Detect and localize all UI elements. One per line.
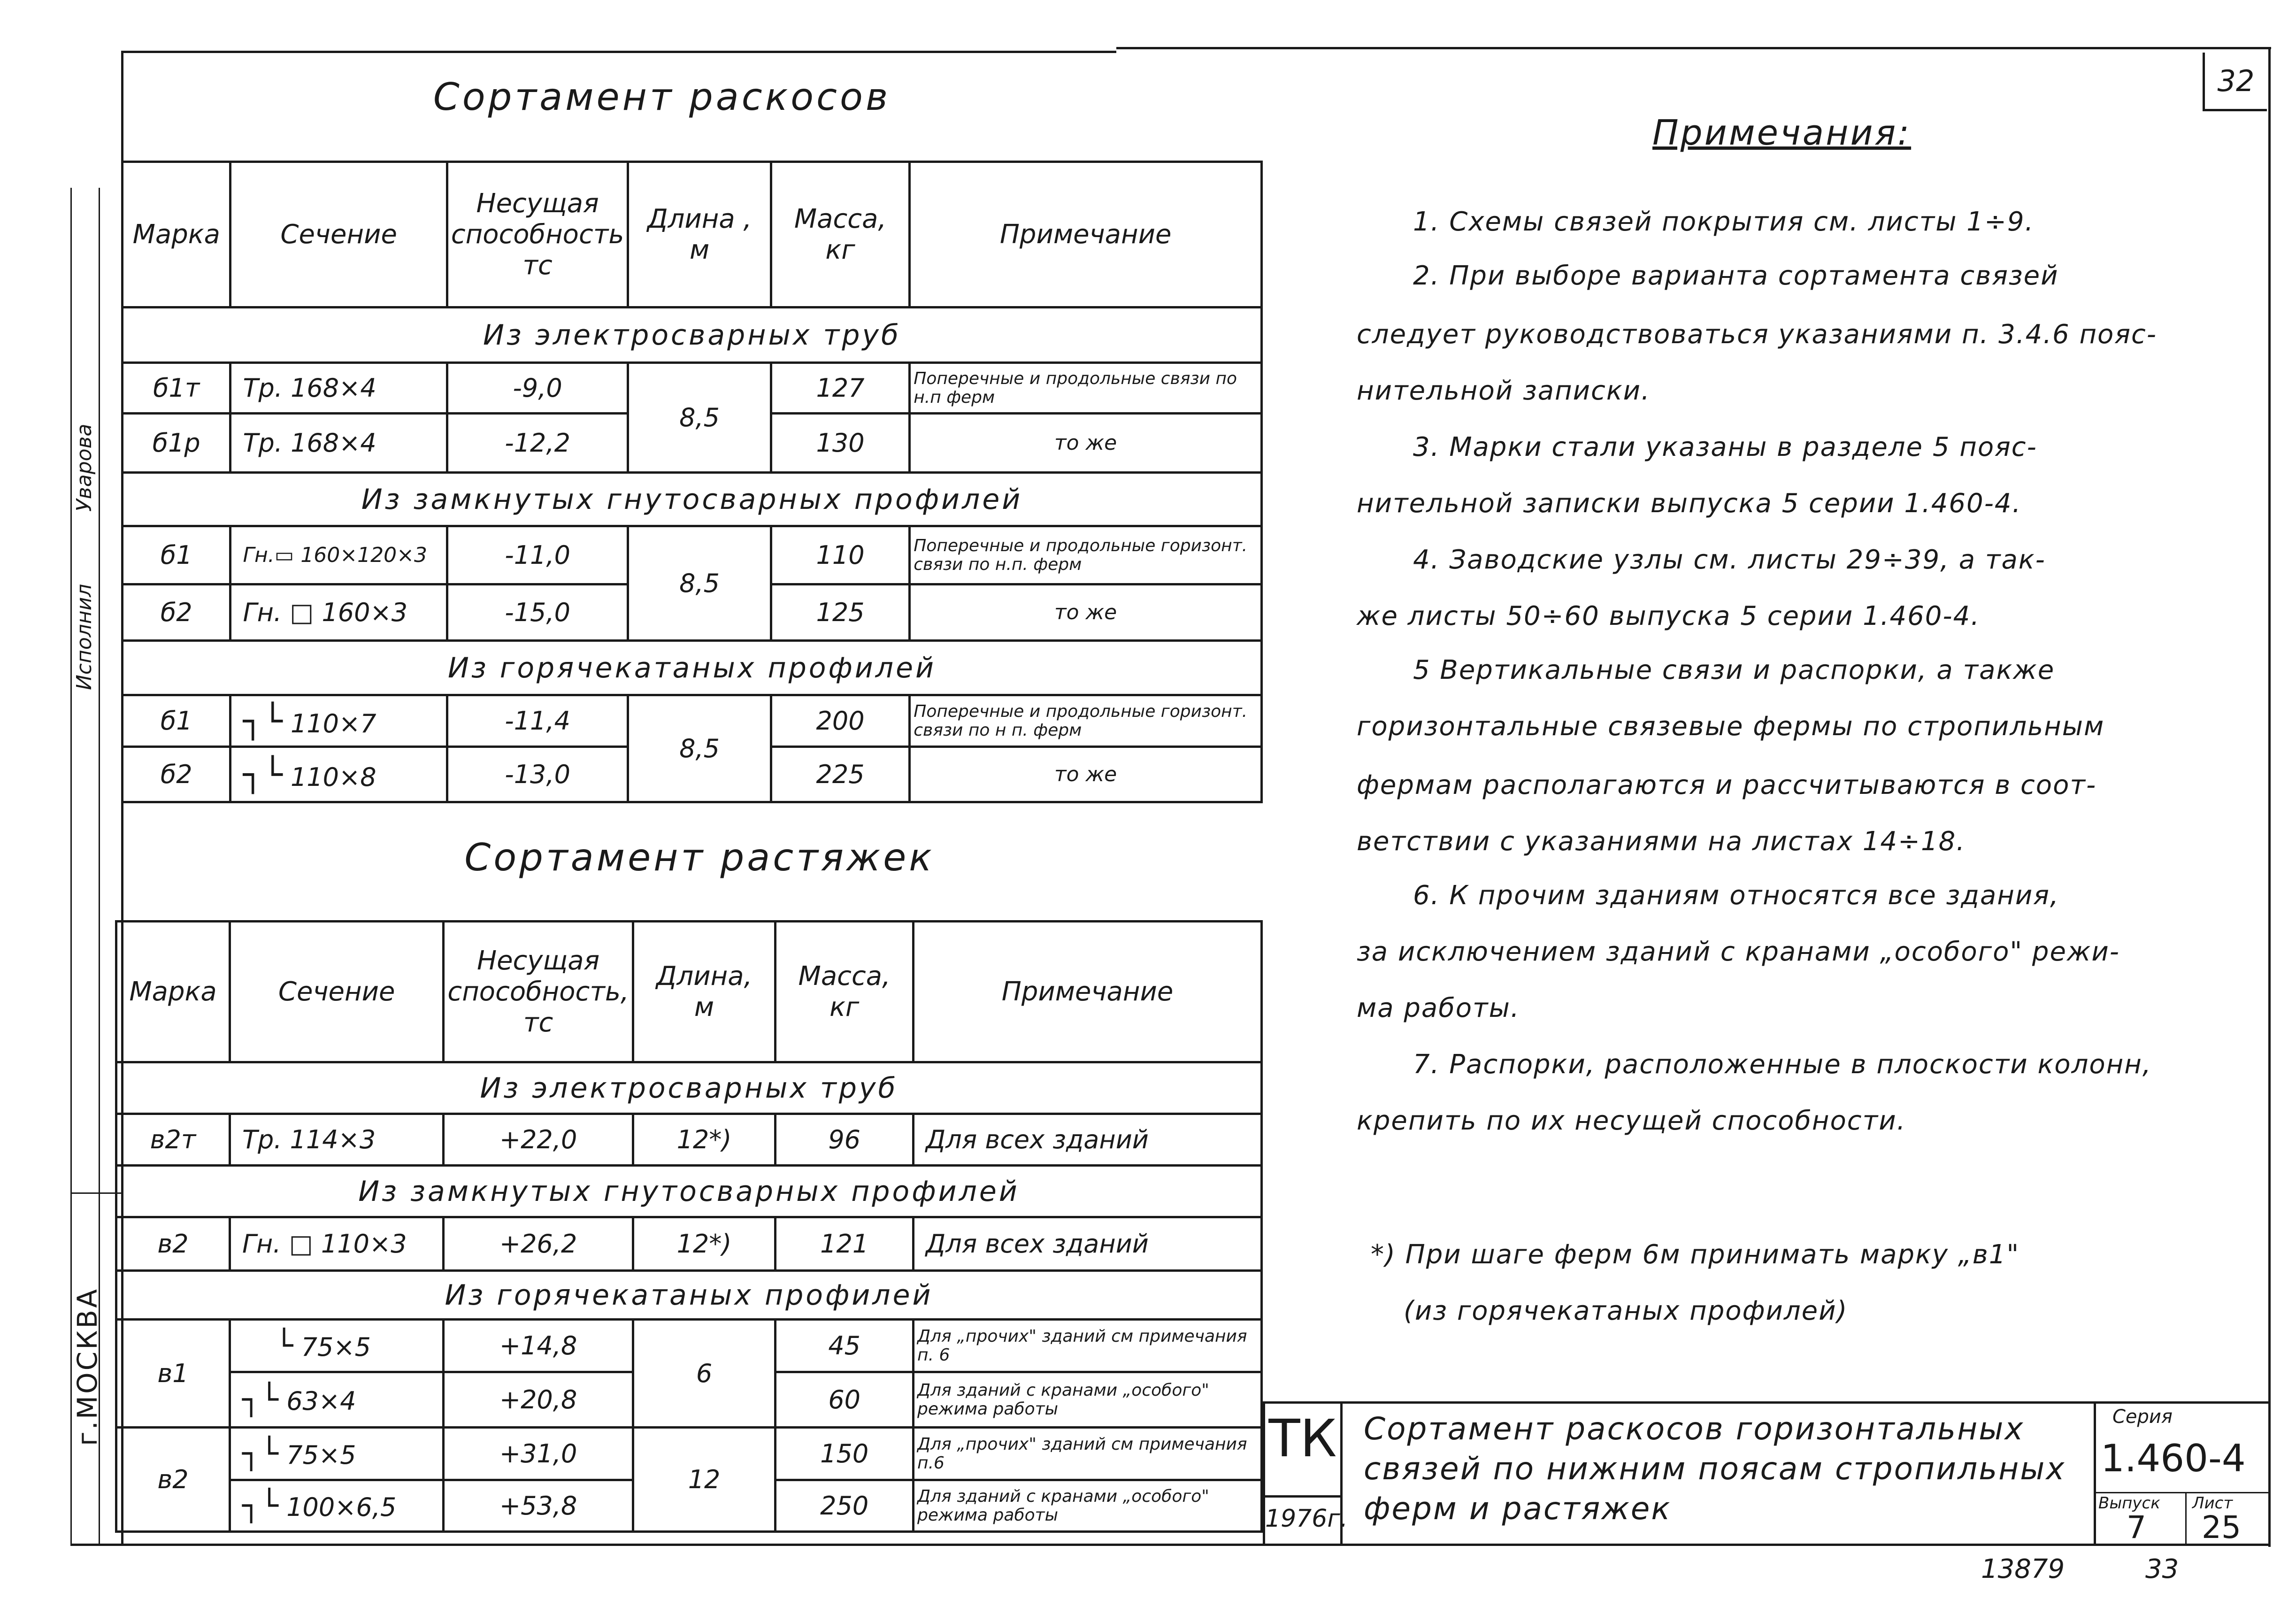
table1-header-section: Сечение [230, 162, 447, 307]
row-mark: б2 [123, 747, 230, 802]
stamp-series-label: Серия [2112, 1406, 2173, 1428]
row-mass: 45 [776, 1320, 914, 1372]
stamp-year: 1976г. [1265, 1505, 1348, 1533]
row-note: Для всех зданий [914, 1217, 1262, 1271]
row-mass: 150 [776, 1428, 914, 1480]
note-line: горизонтальные связевые фермы по стропильным [1357, 711, 2105, 742]
stamp-org-hdivider [1263, 1495, 1340, 1498]
note-line: 2. При выборе варианта сортамента связей [1413, 261, 2059, 291]
row-mass: 60 [776, 1372, 914, 1428]
row-mass: 96 [776, 1114, 914, 1166]
table2-header-section: Сечение [230, 922, 443, 1062]
note-line: же листы 50÷60 выпуска 5 серии 1.460-4. [1357, 601, 1981, 631]
row-length: 8,5 [628, 363, 771, 473]
note-line: крепить по их несущей способности. [1357, 1106, 1906, 1136]
row-capacity: +22,0 [444, 1114, 633, 1166]
bottom-number: 33 [2145, 1554, 2179, 1584]
row-section: └ 75×5 [230, 1320, 443, 1372]
frame-right [2268, 47, 2271, 1547]
table2 [115, 920, 1263, 1533]
table1-title: Сортамент раскосов [433, 75, 891, 119]
row-note: Поперечные и продольные горизонт. связи по н.п. ферм [910, 526, 1262, 584]
row-capacity: +26,2 [444, 1217, 633, 1271]
table1-group-title: Из замкнутых гнутосварных профилей [123, 473, 1262, 526]
row-capacity: -15,0 [447, 584, 628, 641]
angle-profile-icon: └ [275, 1328, 293, 1363]
side-stamp-label-2: Уварова [72, 423, 96, 512]
angle-profile-icon: ┐└ [242, 1382, 279, 1417]
stamp-series-value: 1.460-4 [2101, 1437, 2246, 1480]
table2-group-title: Из горячекатаных профилей [116, 1271, 1262, 1320]
row-capacity: -11,0 [447, 526, 628, 584]
note-line: фермам располагаются и рассчитываются в соот- [1357, 770, 2097, 800]
row-capacity: +14,8 [444, 1320, 633, 1372]
row-length: 6 [633, 1320, 776, 1428]
frame-bottom [70, 1544, 2271, 1546]
note-line: за исключением зданий с кранами „особого" режи- [1357, 937, 2120, 967]
row-note: Для „прочих" зданий см примечания п. 6 [914, 1320, 1262, 1372]
table-row [116, 1217, 1262, 1271]
table2-header-length: Длина, м [633, 922, 776, 1062]
frame-top-left [121, 51, 1116, 53]
row-section: Гн. □ 160×3 [230, 584, 447, 641]
note-line: нительной записки выпуска 5 серии 1.460-4. [1357, 488, 2022, 519]
angle-profile-icon: ┐└ [243, 701, 283, 740]
frame-top-right [1116, 47, 2271, 49]
row-capacity: -13,0 [447, 747, 628, 802]
row-section: ┐└ 75×5 [230, 1428, 443, 1480]
row-mark: б1р [123, 414, 230, 473]
table1 [121, 161, 1263, 803]
stamp-issue-label: Выпуск [2098, 1494, 2160, 1513]
row-note: то же [910, 747, 1262, 802]
table2-group-title: Из электросварных труб [116, 1062, 1262, 1114]
side-stamp-city: г.МОСКВА [71, 1287, 103, 1446]
table-row [123, 526, 1262, 584]
row-capacity: -12,2 [447, 414, 628, 473]
angle-profile-icon: ┐└ [242, 1436, 279, 1471]
table2-header-mark: Марка [116, 922, 230, 1062]
note-line: 3. Марки стали указаны в разделе 5 пояс- [1413, 432, 2037, 462]
row-note: то же [910, 414, 1262, 473]
note-line: 1. Схемы связей покрытия см. листы 1÷9. [1413, 207, 2035, 237]
row-mark: б1т [123, 363, 230, 414]
row-mass: 130 [771, 414, 909, 473]
stamp-series-hdivider [2094, 1492, 2271, 1493]
table1-group-title: Из горячекатаных профилей [123, 641, 1262, 695]
row-mass: 110 [771, 526, 909, 584]
note-line: нительной записки. [1357, 376, 1651, 406]
angle-profile-icon: ┐└ [242, 1488, 279, 1523]
note-line: следует руководствоваться указаниями п. 3.4.6 пояс- [1357, 319, 2157, 350]
row-section: Тр. 168×4 [230, 414, 447, 473]
row-section: ┐└ 100×6,5 [230, 1480, 443, 1532]
table1-group-title: Из электросварных труб [123, 307, 1262, 363]
row-length: 8,5 [628, 695, 771, 802]
row-mark: б2 [123, 584, 230, 641]
stamp-title-line: ферм и растяжек [1364, 1491, 1672, 1527]
row-mass: 225 [771, 747, 909, 802]
note-line: 6. К прочим зданиям относятся все здания, [1413, 880, 2059, 911]
row-length: 8,5 [628, 526, 771, 641]
row-capacity: +20,8 [444, 1372, 633, 1428]
row-mark: б1 [123, 526, 230, 584]
stamp-series-divider [2094, 1401, 2096, 1544]
note-line: ветствии с указаниями на листах 14÷18. [1357, 826, 1966, 857]
row-section: Гн.▭ 160×120×3 [230, 526, 447, 584]
row-mark: в2 [116, 1217, 230, 1271]
row-mass: 121 [776, 1217, 914, 1271]
row-section: ┐└ 110×7 [230, 695, 447, 747]
row-capacity: -9,0 [447, 363, 628, 414]
row-note: Поперечные и продольные связи по н.п ферм [910, 363, 1262, 414]
stamp-org: ТК [1268, 1408, 1337, 1468]
footnote-line: *) При шаге ферм 6м принимать марку „в1" [1371, 1239, 2020, 1270]
row-section: ┐└ 63×4 [230, 1372, 443, 1428]
stamp-sheet-label: Лист [2192, 1494, 2233, 1513]
table2-title: Сортамент растяжек [464, 836, 935, 879]
table1-header-capacity: Несущая способность тс [447, 162, 628, 307]
note-line: 4. Заводские узлы см. листы 29÷39, а так- [1413, 545, 2046, 575]
row-note: Для зданий с кранами „особого" режима работы [914, 1480, 1262, 1532]
row-capacity: +31,0 [444, 1428, 633, 1480]
bottom-number: 13879 [1981, 1554, 2065, 1584]
row-note: то же [910, 584, 1262, 641]
stamp-issue-value: 7 [2127, 1509, 2146, 1545]
notes-title: Примечания: [1652, 113, 1912, 153]
row-mark: в1 [116, 1320, 230, 1428]
table-row [116, 1320, 1262, 1372]
row-mark: в2 [116, 1428, 230, 1532]
note-line: ма работы. [1357, 993, 1520, 1023]
sheet-number-box [2203, 53, 2267, 111]
row-section: Тр. 168×4 [230, 363, 447, 414]
row-note: Для зданий с кранами „особого" режима работы [914, 1372, 1262, 1428]
table2-group-title: Из замкнутых гнутосварных профилей [116, 1166, 1262, 1217]
row-length: 12*) [633, 1114, 776, 1166]
table1-header-note: Примечание [910, 162, 1262, 307]
row-section: Гн. □ 110×3 [230, 1217, 443, 1271]
row-capacity: -11,4 [447, 695, 628, 747]
row-note: Для „прочих" зданий см примечания п.6 [914, 1428, 1262, 1480]
sheet-number: 32 [2217, 63, 2255, 98]
note-line: 5 Вертикальные связи и распорки, а также [1413, 655, 2055, 685]
row-length: 12*) [633, 1217, 776, 1271]
angle-profile-icon: ┐└ [243, 755, 283, 794]
table1-header-length: Длина , м [628, 162, 771, 307]
row-mass: 250 [776, 1480, 914, 1532]
row-section: Тр. 114×3 [230, 1114, 443, 1166]
row-mass: 125 [771, 584, 909, 641]
table2-header-mass: Масса, кг [776, 922, 914, 1062]
side-stamp-label-1: Исполнил [72, 584, 96, 690]
table-row [116, 1114, 1262, 1166]
table1-header-mass: Масса, кг [771, 162, 909, 307]
table-row [123, 695, 1262, 747]
stamp-top-line [1263, 1401, 2271, 1404]
row-mass: 200 [771, 695, 909, 747]
stamp-title-line: связей по нижним поясам стропильных [1364, 1451, 2066, 1487]
row-note: Для всех зданий [914, 1114, 1262, 1166]
table2-header-note: Примечание [914, 922, 1262, 1062]
stamp-title-line: Сортамент раскосов горизонтальных [1364, 1411, 2025, 1447]
stamp-issue-divider [2185, 1492, 2187, 1544]
row-section: ┐└ 110×8 [230, 747, 447, 802]
note-line: 7. Распорки, расположенные в плоскости колонн, [1413, 1049, 2152, 1080]
row-mark: в2т [116, 1114, 230, 1166]
row-note: Поперечные и продольные горизонт. связи по н п. ферм [910, 695, 1262, 747]
row-mark: б1 [123, 695, 230, 747]
row-mass: 127 [771, 363, 909, 414]
side-stamp-divider [70, 1192, 121, 1194]
table-row [116, 1428, 1262, 1480]
table-row [123, 363, 1262, 414]
row-length: 12 [633, 1428, 776, 1532]
table1-header-mark: Марка [123, 162, 230, 307]
table2-header-capacity: Несущая способность, тс [444, 922, 633, 1062]
stamp-sheet-value: 25 [2202, 1509, 2241, 1545]
footnote-line: (из горячекатаных профилей) [1404, 1296, 1848, 1326]
row-capacity: +53,8 [444, 1480, 633, 1532]
